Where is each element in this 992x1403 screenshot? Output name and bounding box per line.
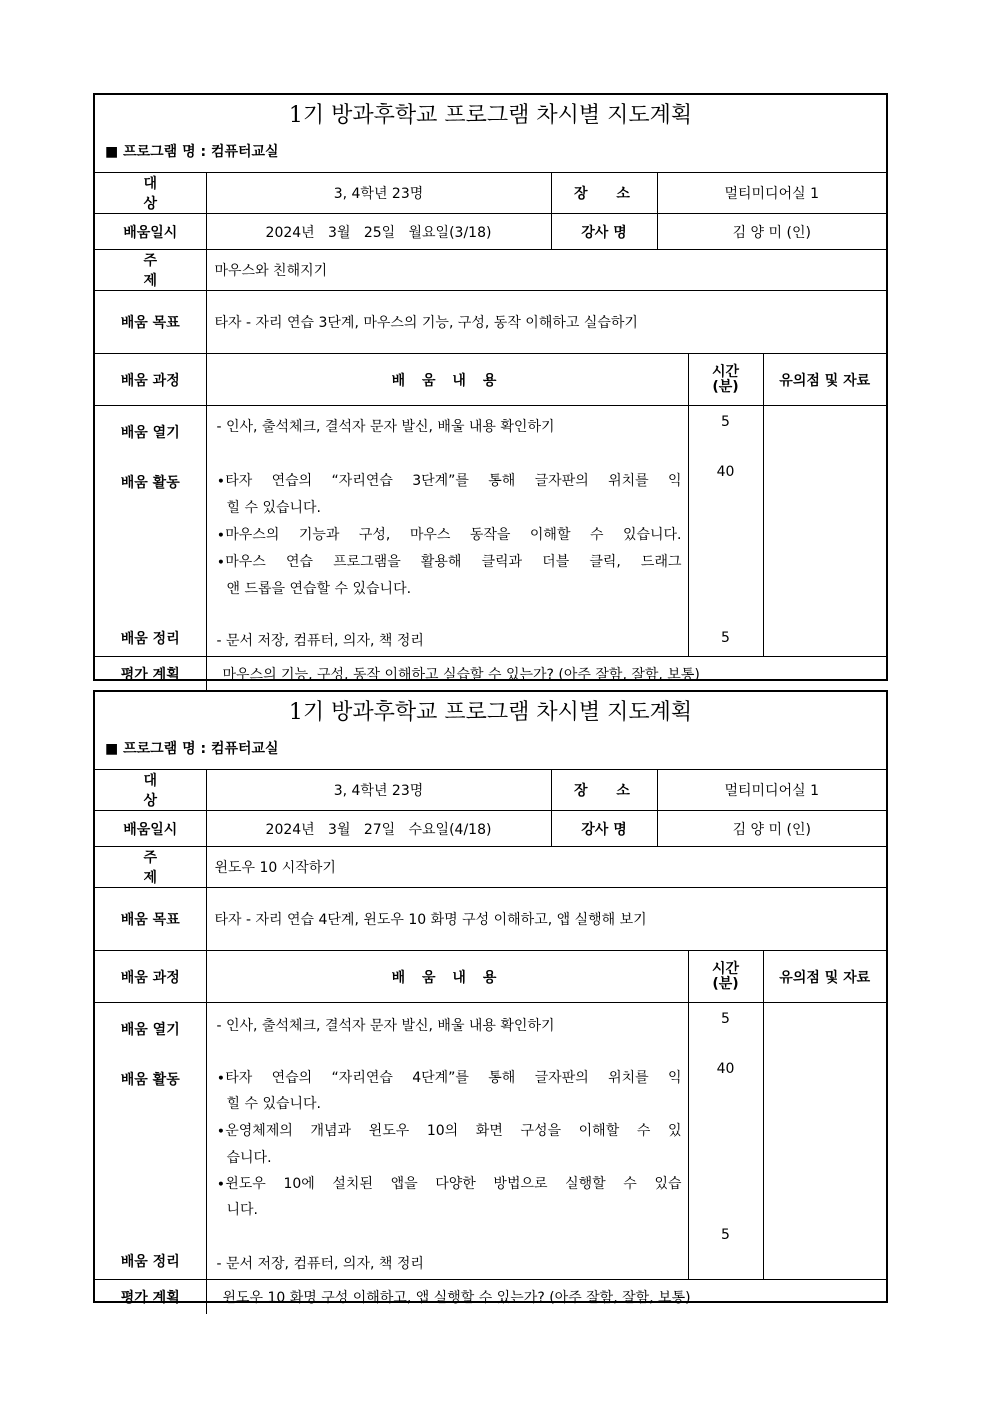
topic-label: 주 제 xyxy=(95,847,206,888)
goal-label: 배움 목표 xyxy=(95,291,206,354)
activity-line: ∙윈도우 10에 설치된 앱을 다양한 방법으로 실행할 수 있습 xyxy=(216,1176,682,1192)
lesson-plan-1 xyxy=(93,93,888,681)
topic-value: 마우스와 친해지기 xyxy=(206,250,886,291)
plan-table xyxy=(95,173,886,691)
activity-line: ∙마우스 연습 프로그램을 활용해 클릭과 더블 클릭, 드래그 xyxy=(216,554,682,570)
stage-column xyxy=(95,1003,206,1280)
goal-label: 배움 목표 xyxy=(95,888,206,951)
content-header: 배 움 내 용 xyxy=(206,354,688,406)
program-name: ■ 프로그램 명 : 컴퓨터교실 xyxy=(95,734,886,770)
stage-close: 배움 정리 xyxy=(120,1254,180,1270)
close-text: - 문서 저장, 컴퓨터, 의자, 책 정리 xyxy=(216,1256,424,1272)
place-value: 멀티미디어실 1 xyxy=(657,770,886,811)
date-value: 2024년 3월 25일 월요일(3/18) xyxy=(206,214,551,250)
open-text: - 인사, 출석체크, 결석자 문자 발신, 배울 내용 확인하기 xyxy=(216,1018,555,1034)
target-label: 대 상 xyxy=(95,173,206,214)
time-column xyxy=(688,1003,763,1280)
close-text: - 문서 저장, 컴퓨터, 의자, 책 정리 xyxy=(216,633,424,649)
content-column xyxy=(206,1003,688,1280)
notes-header: 유의점 및 자료 xyxy=(763,951,886,1003)
eval-value: 윈도우 10 화명 구성 이해하고, 앱 실행할 수 있는가? (아주 잘함, 잘함, 보통) xyxy=(206,1280,886,1314)
teacher-label: 강사 명 xyxy=(551,214,657,250)
place-label: 장 소 xyxy=(551,173,657,214)
activity-line: ∙타자 연습의 “자리연습 3단계”를 통해 글자판의 위치를 익 xyxy=(216,473,682,489)
eval-label: 평가 계획 xyxy=(95,1280,206,1314)
time-header: 시간 (분) xyxy=(688,951,763,1003)
stage-activity: 배움 활동 xyxy=(120,475,180,491)
stage-open: 배움 열기 xyxy=(120,425,180,441)
plan-title: 1기 방과후학교 프로그램 차시별 지도계획 xyxy=(288,103,693,128)
place-label: 장 소 xyxy=(551,770,657,811)
time-column xyxy=(688,406,763,657)
place-value: 멀티미디어실 1 xyxy=(657,173,886,214)
stage-activity: 배움 활동 xyxy=(120,1072,180,1088)
activity-line: 힐 수 있습니다. xyxy=(226,1096,321,1112)
time-activity: 40 xyxy=(716,464,735,480)
time-close: 5 xyxy=(721,1227,730,1243)
date-value: 2024년 3월 27일 수요일(4/18) xyxy=(206,811,551,847)
activity-line: ∙타자 연습의 “자리연습 4단계”를 통해 글자판의 위치를 익 xyxy=(216,1070,682,1086)
time-close: 5 xyxy=(721,630,730,646)
plan-title: 1기 방과후학교 프로그램 차시별 지도계획 xyxy=(288,700,693,725)
plan-table xyxy=(95,770,886,1314)
target-value: 3, 4학년 23명 xyxy=(206,173,551,214)
eval-label: 평가 계획 xyxy=(95,657,206,691)
open-text: - 인사, 출석체크, 결석자 문자 발신, 배울 내용 확인하기 xyxy=(216,419,555,435)
time-open: 5 xyxy=(721,1011,730,1027)
activity-line: 앤 드롭을 연습할 수 있습니다. xyxy=(226,581,412,597)
eval-value: 마우스의 기능, 구성, 동작 이해하고 실습할 수 있는가? (아주 잘함, 잘함, 보통) xyxy=(206,657,886,691)
notes-column xyxy=(763,406,886,657)
time-header: 시간 (분) xyxy=(688,354,763,406)
activity-line: 니다. xyxy=(226,1202,258,1218)
date-label: 배움일시 xyxy=(95,811,206,847)
topic-value: 윈도우 10 시작하기 xyxy=(206,847,886,888)
content-column xyxy=(206,406,688,657)
program-name: ■ 프로그램 명 : 컴퓨터교실 xyxy=(95,137,886,173)
notes-header: 유의점 및 자료 xyxy=(763,354,886,406)
date-label: 배움일시 xyxy=(95,214,206,250)
time-activity: 40 xyxy=(716,1061,735,1077)
stage-open: 배움 열기 xyxy=(120,1022,180,1038)
activity-line: 습니다. xyxy=(226,1150,272,1166)
time-open: 5 xyxy=(721,414,730,430)
stage-close: 배움 정리 xyxy=(120,631,180,647)
stage-column xyxy=(95,406,206,657)
goal-value: 타자 - 자리 연습 4단계, 윈도우 10 화명 구성 이해하고, 앱 실행해 보기 xyxy=(206,888,886,951)
target-value: 3, 4학년 23명 xyxy=(206,770,551,811)
notes-column xyxy=(763,1003,886,1280)
topic-label: 주 제 xyxy=(95,250,206,291)
goal-value: 타자 - 자리 연습 3단계, 마우스의 기능, 구성, 동작 이해하고 실습하기 xyxy=(206,291,886,354)
activity-line: 힐 수 있습니다. xyxy=(226,500,321,516)
target-label: 대 상 xyxy=(95,770,206,811)
content-header: 배 움 내 용 xyxy=(206,951,688,1003)
activity-line: ∙운영체제의 개념과 윈도우 10의 화면 구성을 이해할 수 있 xyxy=(216,1123,682,1139)
process-header: 배움 과정 xyxy=(95,951,206,1003)
lesson-plan-2 xyxy=(93,690,888,1306)
teacher-label: 강사 명 xyxy=(551,811,657,847)
activity-line: ∙마우스의 기능과 구성, 마우스 동작을 이해할 수 있습니다. xyxy=(216,527,682,543)
teacher-value: 김 양 미 (인) xyxy=(657,811,886,847)
teacher-value: 김 양 미 (인) xyxy=(657,214,886,250)
process-header: 배움 과정 xyxy=(95,354,206,406)
